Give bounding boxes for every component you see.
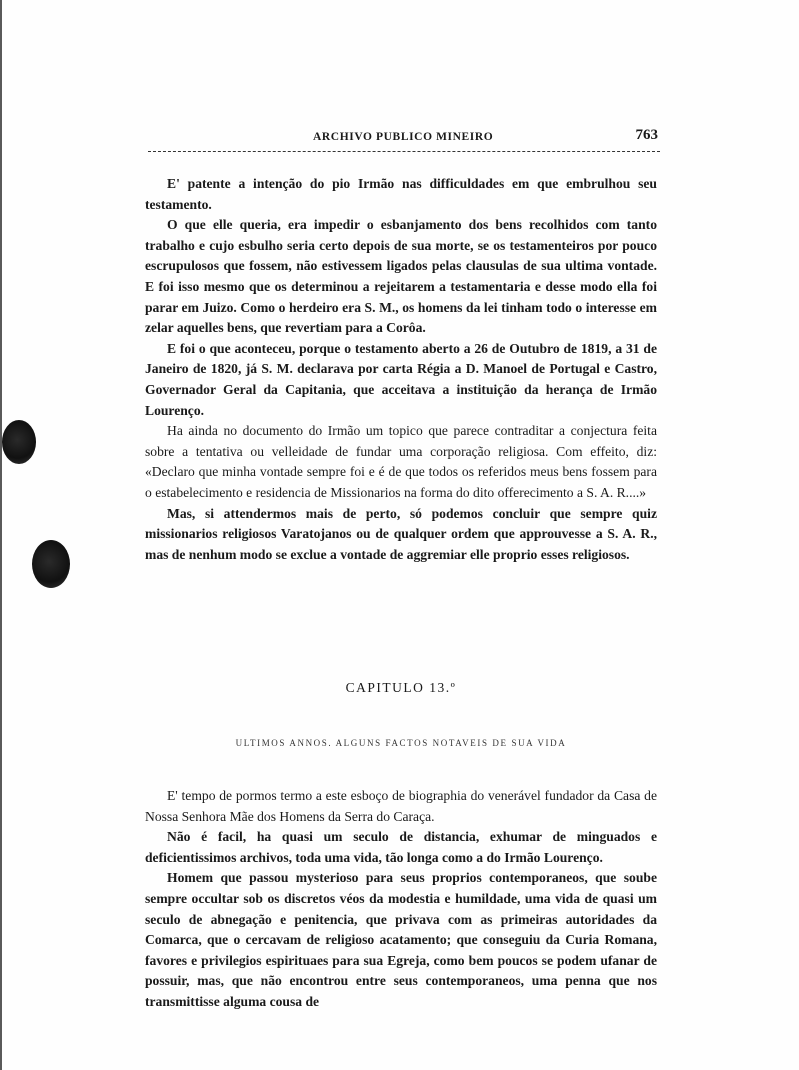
paragraph: E' patente a intenção do pio Irmão nas difficuldades em que embrulhou seu testamento. [145, 176, 657, 212]
journal-title: ARCHIVO PUBLICO MINEIRO [313, 131, 494, 143]
paragraph: Ha ainda no documento do Irmão um topico que parece contraditar a conjectura feita sobre a tentativa ou velleidade de fundar uma corporação religiosa. Com effeito, diz: «Declaro que minha vontade sempre foi e é de que todos os referidos meus bens fossem para o estabelecimento e residencia de Missionarios na forma do dito offerecimento a S. A. R....» [145, 423, 657, 500]
paragraph: Não é facil, ha quasi um seculo de distancia, exhumar de minguados e deficientissimos archivos, toda uma vida, tão longa como a do Irmão Lourenço. [145, 829, 657, 865]
header-rule [148, 151, 660, 152]
chapter-title: CAPITULO 13.º [345, 680, 457, 695]
paragraph: Mas, si attendermos mais de perto, só podemos concluir que sempre quiz missionarios religiosos Varatojanos ou de qualquer ordem que approuvesse a S. A. R., mas de nenhum modo se exclue a vontade de aggremiar elle proprio esses religiosos. [145, 505, 657, 562]
paragraph: O que elle queria, era impedir o esbanjamento dos bens recolhidos com tanto trabalho e cujo esbulho seria certo depois de sua morte, se os testamenteiros por pouco escrupulosos que fossem, não estivessem ligados pelas clausulas de sua ultima vontade. E foi isso mesmo que os determinou a rejeitarem a testamentaria e desse modo ella foi parar em Juizo. Como o herdeiro era S. M., os homens da lei tinham todo o interesse em zelar aquelles bens, que revertiam para a Corôa. [145, 217, 657, 336]
scan-edge [0, 0, 2, 1070]
binding-hole-mark [2, 420, 36, 464]
text-section-2 [145, 786, 657, 1013]
binding-hole-mark [32, 540, 70, 588]
text-section-1 [145, 174, 657, 565]
paragraph: E foi o que aconteceu, porque o testamento aberto a 26 de Outubro de 1819, a 31 de Janeiro de 1820, já S. M. declarava por carta Régia a D. Manoel de Portugal e Castro, Governador Geral da Capitania, que acceitava a instituição da herança de Irmão Lourenço. [145, 340, 657, 418]
paragraph: E' tempo de pormos termo a este esboço de biographia do venerável fundador da Casa de Nossa Senhora Mãe dos Homens da Serra do Caraça. [145, 788, 657, 824]
paragraph: Homem que passou mysterioso para seus proprios contemporaneos, que soube sempre occultar sob os discretos véos da modestia e humildade, uma vida de quasi um seculo de abnegação e penitencia, que privava com as primeiras autoridades da Comarca, que o cercavam de religioso acatamento; que conseguiu da Curia Romana, favores e privilegios espirituaes para sua Egreja, como bem poucos se podem ufanar de possuir, mas, que não encontrou entre seus contemporaneos, uma penna que nos transmittisse alguma cousa de [145, 870, 657, 1009]
chapter-subtitle: ULTIMOS ANNOS. ALGUNS FACTOS NOTAVEIS DE SUA VIDA [235, 738, 567, 748]
running-head [148, 127, 660, 151]
page-number: 763 [635, 127, 658, 143]
